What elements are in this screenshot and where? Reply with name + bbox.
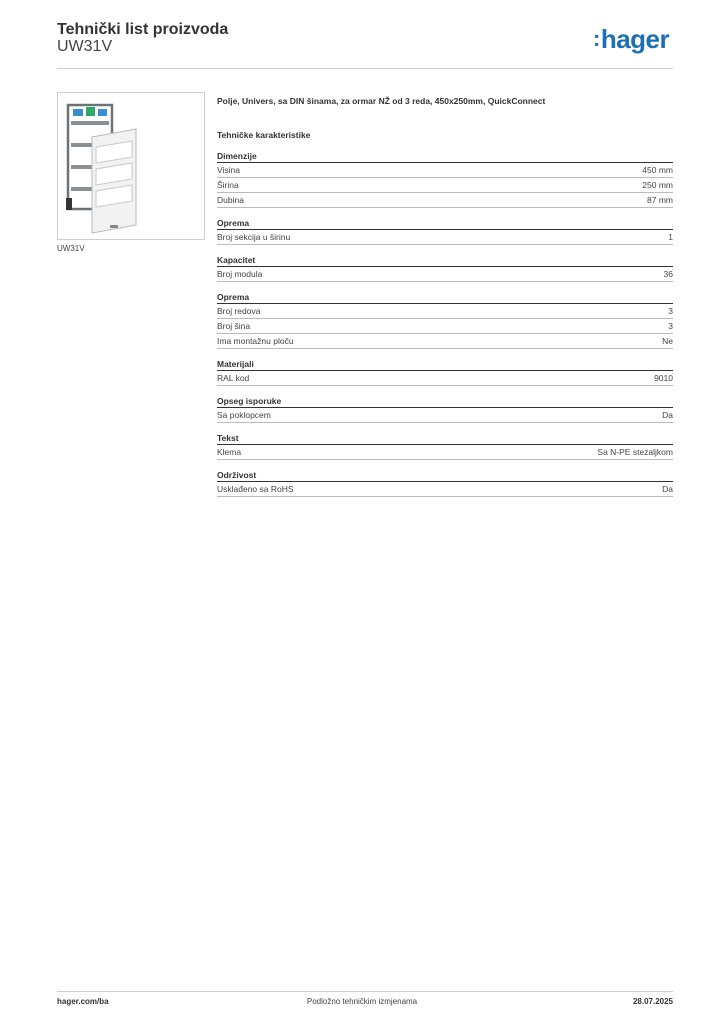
spec-value: Sa N-PE stezaljkom [597,447,673,457]
spec-label: Broj šina [217,321,251,331]
hager-logo [593,24,669,55]
spec-row [217,304,673,319]
spec-row [217,482,673,497]
spec-row [217,163,673,178]
spec-label: Ima montažnu ploču [217,336,294,346]
spec-row [217,267,673,282]
spec-groups [217,150,673,497]
spec-value: 1 [668,232,673,242]
spec-label: Broj modula [217,269,263,279]
spec-label: Širina [217,180,239,190]
spec-group-title: Tekst [217,432,673,445]
specs-panel [217,96,673,506]
spec-value: 36 [663,269,673,279]
product-code: UW31V [57,38,113,55]
section-title: Tehničke karakteristike [217,130,311,140]
spec-value: 250 mm [642,180,673,190]
logo-text: hager [600,24,670,54]
spec-label: Sa poklopcem [217,410,271,420]
spec-label: Broj redova [217,306,261,316]
distribution-panel-illustration [58,93,204,239]
spec-value: 3 [668,321,673,331]
spec-group [217,432,673,460]
spec-label: Klema [217,447,242,457]
footer-date: 28.07.2025 [632,997,673,1006]
footer-note: Podložno tehničkim izmjenama [306,997,418,1006]
spec-row [217,408,673,423]
product-image [57,92,205,240]
spec-group-title: Dimenzije [217,150,673,163]
spec-row [217,230,673,245]
spec-value: Da [662,484,673,494]
spec-row [217,193,673,208]
spec-group-title: Opseg isporuke [217,395,673,408]
spec-row [217,334,673,349]
spec-value: 450 mm [642,165,673,175]
spec-group [217,150,673,208]
spec-value: 9010 [654,373,673,383]
spec-row [217,178,673,193]
spec-value: Da [662,410,673,420]
spec-value: Ne [662,336,673,346]
footer-website: hager.com/ba [57,997,109,1006]
footer-divider [57,991,673,992]
spec-group-title: Materijali [217,358,673,371]
spec-value: 87 mm [647,195,673,205]
spec-group-title: Oprema [217,291,673,304]
spec-group [217,469,673,497]
spec-group [217,358,673,386]
header-divider [57,68,673,69]
spec-group [217,217,673,245]
spec-label: Broj sekcija u širinu [217,232,291,242]
spec-group [217,254,673,282]
spec-value: 3 [668,306,673,316]
logo-colon-icon: : [593,26,600,51]
spec-label: RAL kod [217,373,250,383]
spec-group-title: Oprema [217,217,673,230]
spec-group [217,395,673,423]
spec-group [217,291,673,349]
image-caption: UW31V [57,244,85,253]
spec-group-title: Održivost [217,469,673,482]
product-description: Polje, Univers, sa DIN šinama, za ormar NŽ od 3 reda, 450x250mm, QuickConnect [217,96,546,106]
spec-row [217,445,673,460]
spec-row [217,319,673,334]
spec-row [217,371,673,386]
spec-label: Usklađeno sa RoHS [217,484,294,494]
page-title: Tehnički list proizvoda [57,21,229,38]
spec-label: Visina [217,165,240,175]
spec-label: Dubina [217,195,244,205]
spec-group-title: Kapacitet [217,254,673,267]
